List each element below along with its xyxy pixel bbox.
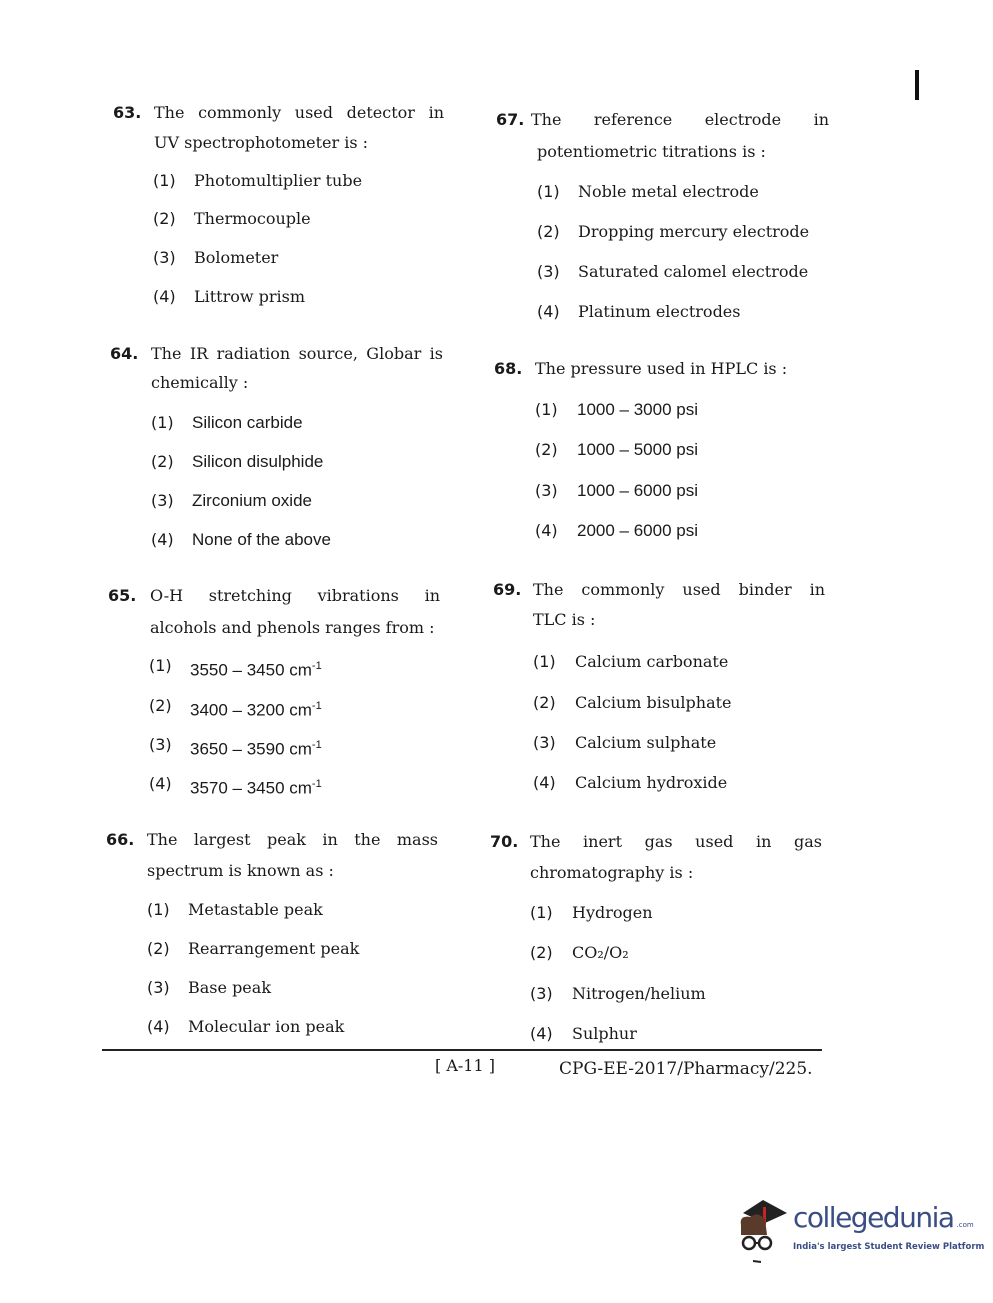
option-number: (4) bbox=[537, 302, 560, 321]
option-text bbox=[188, 939, 359, 959]
option-number: (1) bbox=[149, 656, 172, 675]
option-number: (3) bbox=[530, 984, 553, 1003]
logo-wordmark-line bbox=[793, 1201, 984, 1235]
option-text bbox=[577, 440, 698, 460]
option-label: 1000 – 6000 psi bbox=[577, 481, 698, 500]
option-superscript: -1 bbox=[311, 660, 322, 672]
option-text bbox=[578, 222, 809, 242]
option-label: 3550 – 3450 cm bbox=[190, 660, 312, 680]
option-number: (1) bbox=[537, 182, 560, 201]
question-number: 63. bbox=[113, 103, 142, 122]
option-label: 1000 – 5000 psi bbox=[577, 440, 698, 459]
option-label: 3570 – 3450 cm bbox=[190, 778, 312, 798]
option-number: (2) bbox=[535, 440, 558, 459]
option-text bbox=[572, 984, 706, 1004]
question-stem: The largest peak in the mass bbox=[147, 830, 438, 849]
option-label: Photomultiplier tube bbox=[194, 171, 363, 190]
option-text bbox=[188, 900, 323, 920]
option-text bbox=[578, 302, 740, 322]
question-stem: chromatography is : bbox=[530, 863, 694, 882]
option-text bbox=[577, 521, 698, 541]
option-label: Calcium bisulphate bbox=[575, 693, 732, 712]
option-number: (3) bbox=[533, 733, 556, 752]
question-stem: spectrum is known as : bbox=[147, 861, 334, 880]
option-number: (1) bbox=[530, 903, 553, 922]
footer-divider bbox=[102, 1049, 822, 1051]
option-number: (4) bbox=[153, 287, 176, 306]
paper-code: CPG-EE-2017/Pharmacy/225. bbox=[559, 1059, 813, 1079]
question-number: 67. bbox=[496, 110, 525, 129]
option-number: (4) bbox=[533, 773, 556, 792]
option-number: (3) bbox=[147, 978, 170, 997]
option-label: Base peak bbox=[188, 978, 272, 997]
option-text bbox=[192, 491, 312, 511]
option-label: 2000 – 6000 psi bbox=[577, 521, 698, 540]
mascot-icon bbox=[735, 1195, 795, 1265]
option-text bbox=[575, 693, 732, 713]
option-label: Zirconium oxide bbox=[192, 491, 312, 510]
option-label: Calcium carbonate bbox=[575, 652, 729, 671]
question-stem: potentiometric titrations is : bbox=[537, 142, 766, 161]
option-superscript: -1 bbox=[311, 739, 322, 751]
option-text bbox=[190, 735, 322, 760]
option-number: (4) bbox=[151, 530, 174, 549]
option-text bbox=[577, 481, 698, 501]
option-number: (3) bbox=[537, 262, 560, 281]
option-number: (4) bbox=[149, 774, 172, 793]
option-label: Calcium sulphate bbox=[575, 733, 717, 752]
collegedunia-logo bbox=[735, 1195, 985, 1270]
question-stem: The inert gas used in gas bbox=[530, 832, 822, 851]
logo-words bbox=[793, 1201, 984, 1253]
option-label: None of the above bbox=[192, 530, 331, 549]
question-number: 64. bbox=[110, 344, 139, 363]
option-number: (4) bbox=[530, 1024, 553, 1043]
option-text bbox=[192, 413, 303, 433]
option-label: Silicon carbide bbox=[192, 413, 303, 432]
question-stem: The IR radiation source, Globar is bbox=[151, 344, 443, 363]
option-number: (4) bbox=[535, 521, 558, 540]
question-stem: chemically : bbox=[151, 373, 249, 392]
option-number: (4) bbox=[147, 1017, 170, 1036]
question-stem: The pressure used in HPLC is : bbox=[535, 359, 788, 378]
option-text bbox=[575, 733, 716, 753]
option-text bbox=[194, 248, 278, 268]
option-number: (3) bbox=[151, 491, 174, 510]
option-label: CO₂/O₂ bbox=[572, 943, 629, 962]
option-text bbox=[577, 400, 698, 420]
option-number: (1) bbox=[151, 413, 174, 432]
question-number: 69. bbox=[493, 580, 522, 599]
option-label: Thermocouple bbox=[194, 209, 311, 228]
option-text bbox=[192, 530, 331, 550]
question-stem: The commonly used binder in bbox=[533, 580, 825, 599]
question-stem: TLC is : bbox=[533, 610, 596, 629]
option-number: (1) bbox=[153, 171, 176, 190]
option-label: Sulphur bbox=[572, 1024, 637, 1043]
option-label: Nitrogen/helium bbox=[572, 984, 706, 1003]
question-number: 66. bbox=[106, 830, 135, 849]
question-stem: The commonly used detector in bbox=[154, 103, 444, 122]
option-number: (3) bbox=[153, 248, 176, 267]
logo-suffix: .com bbox=[956, 1221, 974, 1229]
question-stem: O-H stretching vibrations in bbox=[150, 586, 440, 605]
option-number: (2) bbox=[147, 939, 170, 958]
option-text bbox=[188, 1017, 344, 1037]
logo-tagline: India's largest Student Review Platform bbox=[793, 1242, 985, 1252]
option-label: Hydrogen bbox=[572, 903, 653, 922]
question-stem: alcohols and phenols ranges from : bbox=[150, 618, 435, 637]
option-text bbox=[578, 182, 759, 202]
option-superscript: -1 bbox=[311, 778, 322, 790]
option-superscript: -1 bbox=[311, 700, 322, 712]
option-number: (1) bbox=[147, 900, 170, 919]
option-number: (2) bbox=[153, 209, 176, 228]
option-text bbox=[188, 978, 271, 998]
option-text bbox=[194, 209, 311, 229]
question-stem: The reference electrode in bbox=[531, 110, 829, 129]
option-number: (3) bbox=[535, 481, 558, 500]
option-label: 3650 – 3590 cm bbox=[190, 739, 312, 759]
question-stem: UV spectrophotometer is : bbox=[154, 133, 369, 152]
option-label: Noble metal electrode bbox=[578, 182, 759, 201]
question-number: 68. bbox=[494, 359, 523, 378]
option-label: Platinum electrodes bbox=[578, 302, 741, 321]
option-number: (1) bbox=[533, 652, 556, 671]
option-number: (2) bbox=[533, 693, 556, 712]
option-label: 1000 – 3000 psi bbox=[577, 400, 698, 419]
question-number: 70. bbox=[490, 832, 519, 851]
option-text bbox=[194, 171, 362, 191]
option-text bbox=[572, 943, 629, 963]
option-label: Saturated calomel electrode bbox=[578, 262, 809, 281]
option-number: (2) bbox=[530, 943, 553, 962]
option-label: Littrow prism bbox=[194, 287, 306, 306]
option-text bbox=[575, 773, 727, 793]
logo-wordmark: collegedunia bbox=[793, 1201, 954, 1234]
option-text bbox=[192, 452, 323, 472]
option-label: Calcium hydroxide bbox=[575, 773, 728, 792]
option-label: Silicon disulphide bbox=[192, 452, 324, 471]
option-text bbox=[572, 903, 653, 923]
option-number: (1) bbox=[535, 400, 558, 419]
option-text bbox=[190, 656, 322, 681]
option-text bbox=[578, 262, 808, 282]
option-text bbox=[194, 287, 305, 307]
option-text bbox=[572, 1024, 637, 1044]
option-number: (3) bbox=[149, 735, 172, 754]
option-text bbox=[575, 652, 728, 672]
option-number: (2) bbox=[151, 452, 174, 471]
option-number: (2) bbox=[149, 696, 172, 715]
option-label: 3400 – 3200 cm bbox=[190, 700, 312, 720]
scan-mark bbox=[915, 70, 919, 100]
option-label: Bolometer bbox=[194, 248, 279, 267]
question-number: 65. bbox=[108, 586, 137, 605]
page-number: [ A-11 ] bbox=[435, 1056, 495, 1075]
option-label: Molecular ion peak bbox=[188, 1017, 345, 1036]
option-text bbox=[190, 696, 322, 721]
option-number: (2) bbox=[537, 222, 560, 241]
option-label: Dropping mercury electrode bbox=[578, 222, 810, 241]
option-label: Metastable peak bbox=[188, 900, 323, 919]
option-label: Rearrangement peak bbox=[188, 939, 360, 958]
option-text bbox=[190, 774, 322, 799]
